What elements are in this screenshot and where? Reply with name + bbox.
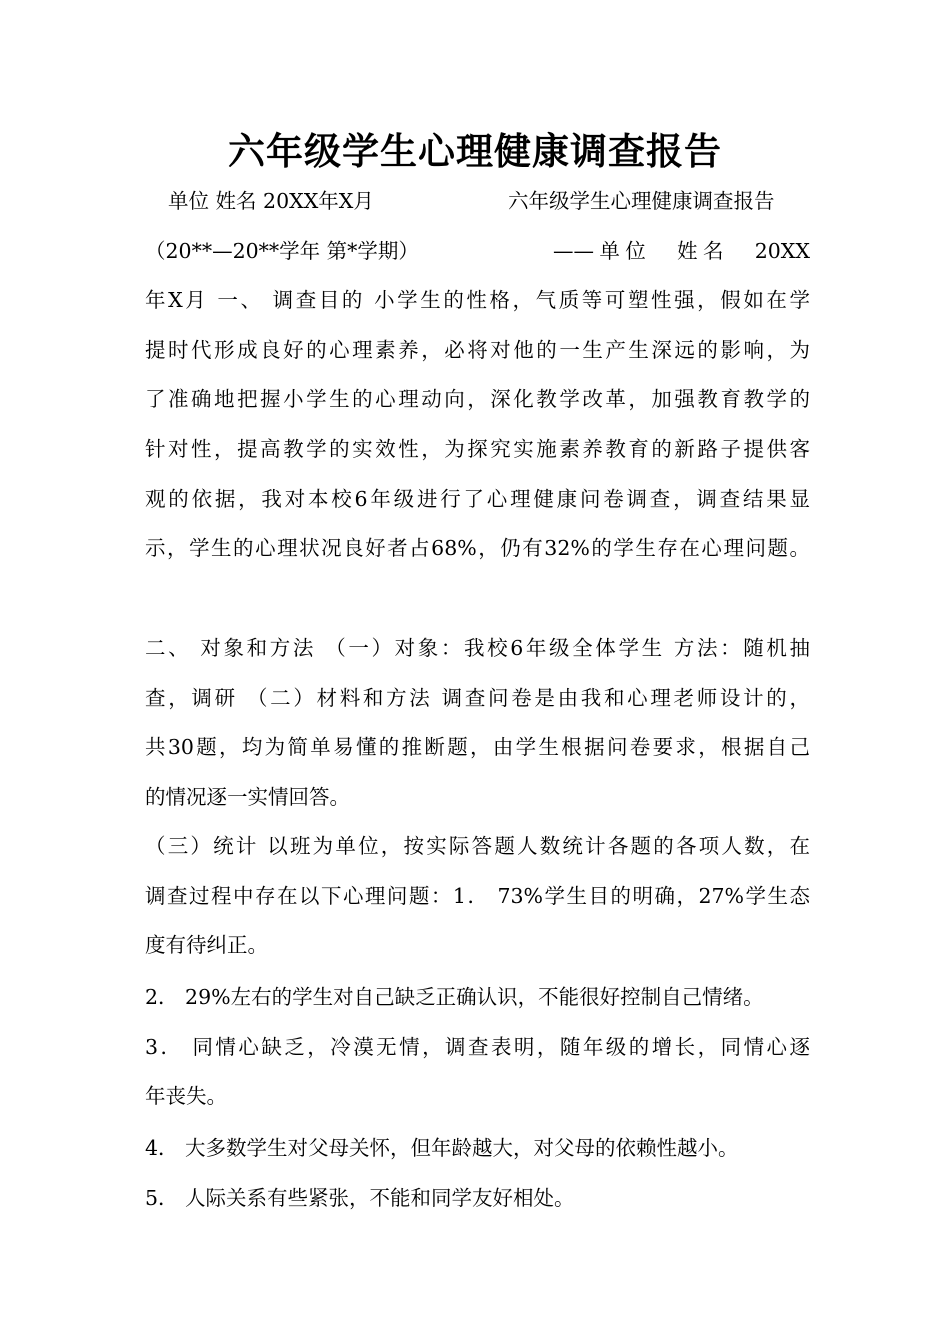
body-line: 共30题，均为简单易懂的推断题，由学生根据问卷要求，根据自己: [145, 735, 810, 759]
school-term: （20**—20**学年 第*学期）: [145, 239, 419, 263]
body-line: 查，调研 （二）材料和方法 调查问卷是由我和心理老师设计的，: [145, 686, 810, 710]
body-line: 度有待纠正。: [145, 933, 268, 957]
author-info: 单位 姓名 20XX年X月: [168, 189, 374, 213]
document-title: 六年级学生心理健康调查报告: [228, 130, 722, 173]
body-line: 观的依据，我对本校6年级进行了心理健康问卷调查，调查结果显: [145, 487, 810, 511]
body-line: 2． 29%左右的学生对自己缺乏正确认识，不能很好控制自己情绪。: [145, 985, 764, 1009]
body-line: 的情况逐一实情回答。: [145, 785, 350, 809]
unit-name-date: ——单位 姓名 20XX: [553, 239, 810, 263]
body-line: 年丧失。: [145, 1084, 227, 1108]
body-line: 3． 同情心缺乏，冷漠无情，调查表明，随年级的增长，同情心逐: [145, 1035, 810, 1059]
body-line: 4． 大多数学生对父母关怀，但年龄越大，对父母的依赖性越小。: [145, 1136, 739, 1160]
body-line: 示，学生的心理状况良好者占68%，仍有32%的学生存在心理问题。: [145, 536, 810, 560]
body-line: 了准确地把握小学生的心理动向，深化教学改革，加强教育教学的: [145, 387, 810, 411]
body-line: 二、 对象和方法 （一）对象：我校6年级全体学生 方法：随机抽: [145, 636, 810, 660]
report-subtitle: 六年级学生心理健康调查报告: [508, 189, 775, 213]
body-line: 5． 人际关系有些紧张，不能和同学友好相处。: [145, 1186, 575, 1210]
body-line: 针对性，提高教学的实效性，为探究实施素养教育的新路子提供客: [145, 437, 810, 461]
body-line: 调查过程中存在以下心理问题：1． 73%学生目的明确，27%学生态: [145, 884, 810, 908]
body-line: 年X月 一、 调查目的 小学生的性格，气质等可塑性强，假如在学: [145, 288, 810, 312]
body-line: 提时代形成良好的心理素养，必将对他的一生产生深远的影响，为: [145, 338, 810, 362]
body-line: （三）统计 以班为单位，按实际答题人数统计各题的各项人数，在: [145, 834, 810, 858]
